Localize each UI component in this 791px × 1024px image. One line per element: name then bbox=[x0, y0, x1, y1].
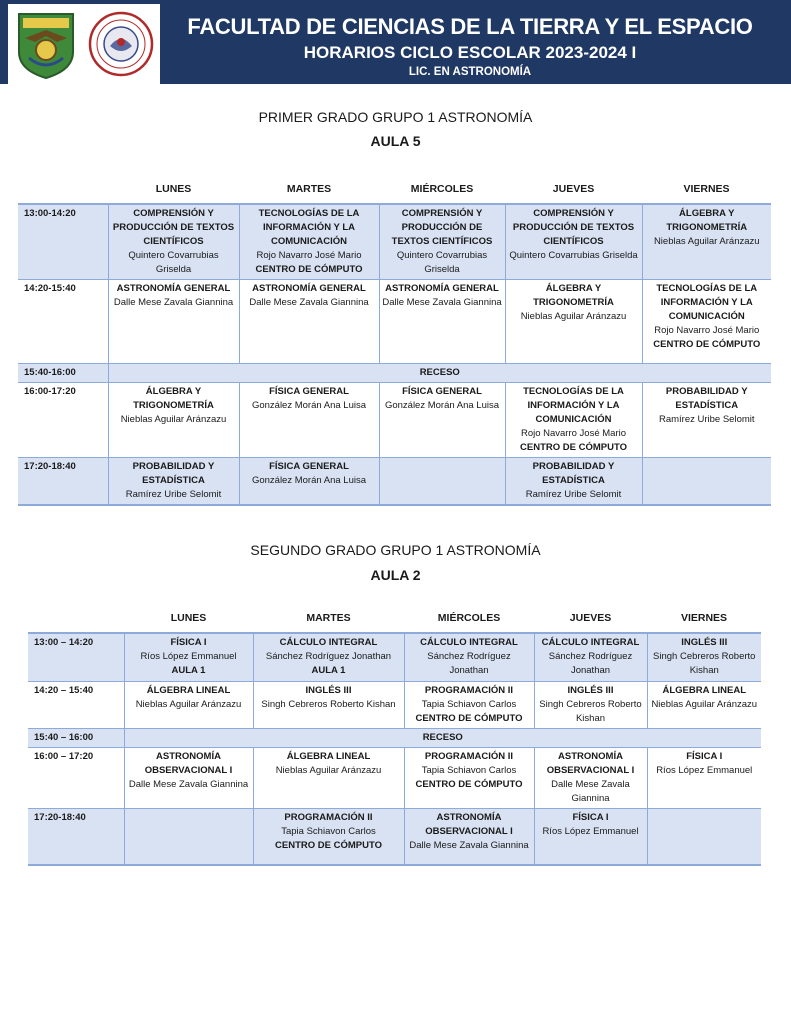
schedule-row bbox=[28, 633, 761, 681]
course-name: PROGRAMACIÓN II bbox=[424, 684, 514, 696]
recess-row bbox=[28, 728, 761, 747]
class-cell bbox=[253, 681, 404, 728]
class-cell bbox=[239, 383, 379, 458]
instructor-name: Dalle Mese Zavala Giannina bbox=[382, 297, 502, 308]
class-cell bbox=[505, 458, 642, 506]
room-label: CENTRO DE CÓMPUTO bbox=[415, 778, 523, 790]
course-name: FÍSICA I bbox=[572, 811, 609, 823]
time-slot: 15:40-16:00 bbox=[18, 364, 108, 383]
course-name: PROGRAMACIÓN II bbox=[424, 750, 514, 762]
instructor-name: Ríos López Emmanuel bbox=[140, 651, 237, 662]
instructor-name: Ramírez Uribe Selomit bbox=[658, 414, 755, 425]
schedule-row bbox=[18, 458, 771, 506]
program-label: LIC. EN ASTRONOMÍA bbox=[408, 66, 532, 78]
course-name: INGLÉS III bbox=[567, 684, 614, 696]
instructor-name: Nieblas Aguilar Aránzazu bbox=[275, 764, 382, 776]
day-header: VIERNES bbox=[680, 612, 728, 624]
instructor-name: Ríos López Emmanuel bbox=[656, 764, 753, 776]
time-slot: 14:20-15:40 bbox=[18, 280, 108, 364]
course-name: TECNOLOGÍAS DE LA INFORMACIÓN Y LA COMUNICACIÓN bbox=[656, 283, 758, 322]
class-cell bbox=[239, 458, 379, 506]
course-name: FÍSICA GENERAL bbox=[269, 461, 349, 472]
schedule-row bbox=[18, 383, 771, 458]
instructor-name: Nieblas Aguilar Aránzazu bbox=[653, 236, 760, 247]
course-name: INGLÉS III bbox=[681, 637, 728, 648]
class-cell bbox=[404, 681, 534, 728]
course-name: ÁLGEBRA Y TRIGONOMETRÍA bbox=[666, 208, 748, 233]
time-slot: 13:00 – 14:20 bbox=[28, 633, 124, 681]
class-cell bbox=[124, 633, 253, 681]
course-name: CÁLCULO INTEGRAL bbox=[541, 637, 640, 648]
day-header-row bbox=[28, 604, 761, 633]
course-name: ÁLGEBRA Y TRIGONOMETRÍA bbox=[133, 386, 214, 411]
day-header: LUNES bbox=[155, 183, 192, 195]
instructor-name: Singh Cebreros Roberto Kishan bbox=[653, 651, 756, 676]
instructor-name: Nieblas Aguilar Aránzazu bbox=[120, 414, 227, 425]
class-cell bbox=[124, 747, 253, 808]
time-slot: 17:20-18:40 bbox=[18, 458, 108, 506]
instructor-name: Sánchez Rodríguez Jonathan bbox=[427, 651, 511, 676]
instructor-name: Dalle Mese Zavala Giannina bbox=[551, 778, 630, 804]
course-name: ASTRONOMÍA OBSERVACIONAL I bbox=[144, 750, 233, 776]
course-name: INGLÉS III bbox=[305, 684, 352, 696]
faculty-logo-icon bbox=[13, 8, 79, 80]
grade1-title: PRIMER GRADO GRUPO 1 ASTRONOMÍA bbox=[258, 109, 533, 125]
class-cell bbox=[505, 204, 642, 280]
class-cell bbox=[404, 633, 534, 681]
instructor-name: Sánchez Rodríguez Jonathan bbox=[265, 651, 392, 662]
instructor-name: Sánchez Rodríguez Jonathan bbox=[548, 651, 633, 676]
class-cell bbox=[239, 204, 379, 280]
class-cell bbox=[534, 808, 647, 865]
time-slot: 16:00-17:20 bbox=[18, 383, 108, 458]
class-cell bbox=[647, 633, 761, 681]
instructor-name: Singh Cebreros Roberto Kishan bbox=[261, 698, 396, 710]
course-name: COMPRENSIÓN Y PRODUCCIÓN DE TEXTOS CIENTÍFICOS bbox=[512, 208, 635, 247]
instructor-name: Dalle Mese Zavala Giannina bbox=[113, 297, 234, 308]
room-label: CENTRO DE CÓMPUTO bbox=[275, 839, 382, 851]
time-header bbox=[18, 175, 108, 204]
schedule-row bbox=[28, 681, 761, 728]
class-cell bbox=[253, 633, 404, 681]
header-banner bbox=[0, 0, 791, 84]
class-cell bbox=[404, 747, 534, 808]
schedule-row bbox=[28, 747, 761, 808]
course-name: ASTRONOMÍA OBSERVACIONAL I bbox=[546, 750, 635, 776]
class-cell bbox=[647, 808, 761, 865]
instructor-name: Singh Cebreros Roberto Kishan bbox=[539, 698, 642, 724]
course-name: ÁLGEBRA LINEAL bbox=[286, 750, 371, 762]
course-name: CÁLCULO INTEGRAL bbox=[279, 637, 378, 648]
class-cell bbox=[647, 747, 761, 808]
instructor-name: Ríos López Emmanuel bbox=[542, 825, 639, 837]
course-name: COMPRENSIÓN Y PRODUCCIÓN DE TEXTOS CIENTÍFICOS bbox=[112, 208, 235, 247]
room-label: CENTRO DE CÓMPUTO bbox=[255, 264, 363, 275]
course-name: ÁLGEBRA Y TRIGONOMETRÍA bbox=[533, 283, 614, 308]
instructor-name: Nieblas Aguilar Aránzazu bbox=[520, 311, 627, 322]
class-cell bbox=[647, 681, 761, 728]
instructor-name: Quintero Covarrubias Griselda bbox=[128, 250, 219, 275]
day-header: MIÉRCOLES bbox=[437, 612, 501, 624]
room-label: CENTRO DE CÓMPUTO bbox=[653, 339, 761, 350]
day-header: JUEVES bbox=[569, 612, 612, 624]
course-name: FÍSICA GENERAL bbox=[402, 386, 482, 397]
course-name: ÁLGEBRA LINEAL bbox=[146, 684, 231, 696]
day-header: MIÉRCOLES bbox=[410, 183, 474, 195]
instructor-name: Nieblas Aguilar Aránzazu bbox=[651, 698, 758, 710]
instructor-name: Tapia Schiavon Carlos bbox=[421, 698, 517, 710]
course-name: PROBABILIDAD Y ESTADÍSTICA bbox=[132, 461, 215, 486]
class-cell bbox=[642, 458, 771, 506]
grade2-room: AULA 2 bbox=[370, 567, 421, 583]
instructor-name: Quintero Covarrubias Griselda bbox=[396, 250, 488, 275]
instructor-name: Quintero Covarrubias Griselda bbox=[509, 250, 638, 261]
grade2-title: SEGUNDO GRADO GRUPO 1 ASTRONOMÍA bbox=[250, 542, 541, 558]
class-cell bbox=[253, 747, 404, 808]
instructor-name: Dalle Mese Zavala Giannina bbox=[409, 839, 529, 851]
room-label: CENTRO DE CÓMPUTO bbox=[520, 442, 627, 453]
day-header: JUEVES bbox=[552, 183, 595, 195]
day-header: LUNES bbox=[170, 612, 207, 624]
class-cell bbox=[642, 280, 771, 364]
class-cell bbox=[108, 383, 239, 458]
course-name: FÍSICA I bbox=[686, 750, 723, 762]
recess-label: RECESO bbox=[108, 364, 771, 383]
time-header bbox=[28, 604, 124, 633]
instructor-name: González Morán Ana Luisa bbox=[251, 475, 367, 486]
room-label: AULA 1 bbox=[171, 665, 206, 676]
class-cell bbox=[534, 747, 647, 808]
course-name: ASTRONOMÍA OBSERVACIONAL I bbox=[425, 811, 513, 837]
day-header-row bbox=[18, 175, 771, 204]
instructor-name: González Morán Ana Luisa bbox=[251, 400, 367, 411]
class-cell bbox=[108, 458, 239, 506]
class-cell bbox=[505, 383, 642, 458]
instructor-name: Tapia Schiavon Carlos bbox=[281, 825, 376, 837]
class-cell bbox=[642, 204, 771, 280]
class-cell bbox=[253, 808, 404, 865]
class-cell bbox=[108, 280, 239, 364]
class-cell bbox=[379, 458, 505, 506]
instructor-name: Tapia Schiavon Carlos bbox=[421, 764, 517, 776]
course-name: TECNOLOGÍAS DE LA INFORMACIÓN Y LA COMUNICACIÓN bbox=[523, 386, 624, 425]
course-name: ASTRONOMÍA GENERAL bbox=[252, 283, 366, 294]
class-cell bbox=[505, 280, 642, 364]
class-cell bbox=[404, 808, 534, 865]
class-cell bbox=[124, 808, 253, 865]
class-cell bbox=[379, 383, 505, 458]
course-name: TECNOLOGÍAS DE LA INFORMACIÓN Y LA COMUNICACIÓN bbox=[258, 208, 360, 247]
instructor-name: González Morán Ana Luisa bbox=[384, 400, 500, 411]
instructor-name: Rojo Navarro José Mario bbox=[520, 428, 627, 439]
course-name: CÁLCULO INTEGRAL bbox=[420, 637, 518, 648]
class-cell bbox=[534, 633, 647, 681]
day-header: MARTES bbox=[306, 612, 351, 624]
course-name: FÍSICA I bbox=[170, 637, 207, 648]
class-cell bbox=[379, 204, 505, 280]
time-slot: 14:20 – 15:40 bbox=[28, 681, 124, 728]
recess-row bbox=[18, 364, 771, 383]
grade2-schedule-table bbox=[28, 604, 761, 866]
university-seal-icon bbox=[88, 8, 154, 80]
instructor-name: Dalle Mese Zavala Giannina bbox=[128, 778, 249, 790]
class-cell bbox=[239, 280, 379, 364]
time-slot: 15:40 – 16:00 bbox=[28, 728, 124, 747]
course-name: ASTRONOMÍA GENERAL bbox=[116, 283, 231, 294]
instructor-name: Rojo Navarro José Mario bbox=[654, 325, 760, 336]
grade1-schedule-table bbox=[18, 175, 771, 506]
day-header: VIERNES bbox=[683, 183, 730, 195]
course-name: PROGRAMACIÓN II bbox=[284, 811, 373, 823]
instructor-name: Ramírez Uribe Selomit bbox=[125, 489, 222, 500]
grade1-room: AULA 5 bbox=[370, 133, 421, 149]
instructor-name: Nieblas Aguilar Aránzazu bbox=[135, 698, 242, 710]
schedule-row bbox=[18, 204, 771, 280]
instructor-name: Ramírez Uribe Selomit bbox=[525, 489, 622, 500]
course-name: FÍSICA GENERAL bbox=[269, 386, 349, 397]
course-name: COMPRENSIÓN Y PRODUCCIÓN DE TEXTOS CIENTÍFICOS bbox=[391, 208, 493, 247]
class-cell bbox=[534, 681, 647, 728]
class-cell bbox=[124, 681, 253, 728]
course-name: PROBABILIDAD Y ESTADÍSTICA bbox=[665, 386, 748, 411]
course-name: PROBABILIDAD Y ESTADÍSTICA bbox=[532, 461, 615, 486]
instructor-name: Dalle Mese Zavala Giannina bbox=[249, 297, 369, 308]
room-label: AULA 1 bbox=[311, 665, 346, 676]
recess-label: RECESO bbox=[124, 728, 761, 747]
schedule-row bbox=[28, 808, 761, 865]
instructor-name: Rojo Navarro José Mario bbox=[256, 250, 362, 261]
time-slot: 13:00-14:20 bbox=[18, 204, 108, 280]
faculty-title: FACULTAD DE CIENCIAS DE LA TIERRA Y EL ESPACIO bbox=[187, 14, 753, 39]
course-name: ÁLGEBRA LINEAL bbox=[662, 684, 747, 696]
schedule-row bbox=[18, 280, 771, 364]
time-slot: 17:20-18:40 bbox=[28, 808, 124, 865]
day-header: MARTES bbox=[286, 183, 332, 195]
course-name: ASTRONOMÍA GENERAL bbox=[385, 283, 499, 294]
room-label: CENTRO DE CÓMPUTO bbox=[415, 712, 523, 724]
class-cell bbox=[379, 280, 505, 364]
class-cell bbox=[108, 204, 239, 280]
cycle-subtitle: HORARIOS CICLO ESCOLAR 2023-2024 I bbox=[303, 43, 637, 62]
time-slot: 16:00 – 17:20 bbox=[28, 747, 124, 808]
class-cell bbox=[642, 383, 771, 458]
